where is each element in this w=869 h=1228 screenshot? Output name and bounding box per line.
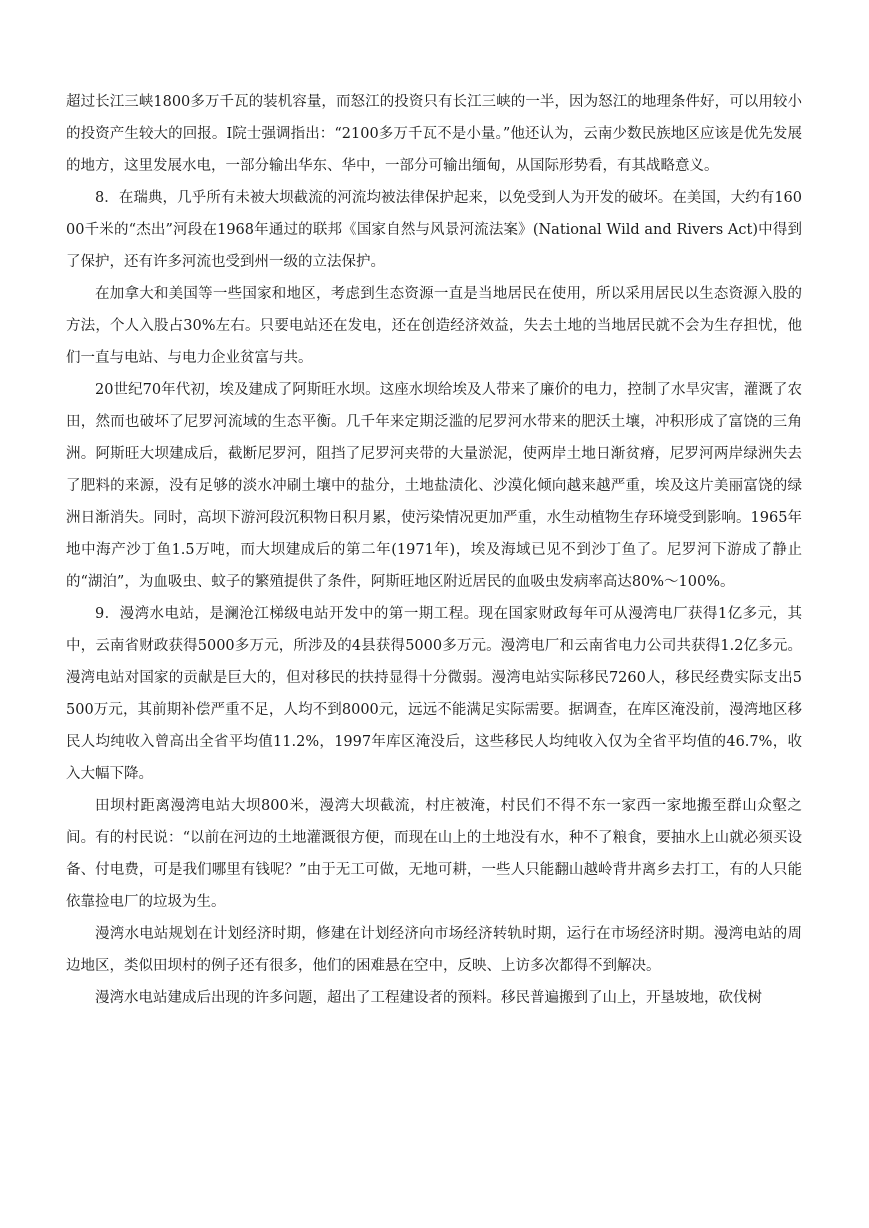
document-body xyxy=(66,86,802,1014)
paragraph-aswan-dam: 20世纪70年代初，埃及建成了阿斯旺水坝。这座水坝给埃及人带来了廉价的电力，控制了水旱灾害，灌溉了农田，然而也破坏了尼罗河流域的生态平衡。几千年来定期泛滥的尼罗河水带来的肥沃土壤，冲积形成了富饶的三角洲。阿斯旺大坝建成后，截断尼罗河，阻挡了尼罗河夹带的大量淤泥，使两岸土地日渐贫瘠，尼罗河两岸绿洲失去了肥料的来源，没有足够的淡水冲刷土壤中的盐分，土地盐渍化、沙漠化倾向越来越严重，埃及这片美丽富饶的绿洲日渐消失。同时，高坝下游河段沉积物日积月累，使污染情况更加严重，水生动植物生存环境受到影响。1965年地中海产沙丁鱼1.5万吨，而大坝建成后的第二年(1971年)，埃及海域已见不到沙丁鱼了。尼罗河下游成了静止的“湖泊”，为血吸虫、蚊子的繁殖提供了条件，阿斯旺地区附近居民的血吸虫发病率高达80%～100%。 xyxy=(66,382,802,590)
paragraph-manwan-problems: 漫湾水电站建成后出现的许多问题，超出了工程建设者的预料。移民普遍搬到了山上，开垦坡地，砍伐树 xyxy=(95,990,762,1006)
paragraph-canada-usa: 在加拿大和美国等一些国家和地区，考虑到生态资源一直是当地居民在使用，所以采用居民以生态资源入股的方法，个人入股占30%左右。只要电站还在发电，还在创造经济效益，失去土地的当地居民就不会为生存担忧，他们一直与电站、与电力企业贫富与共。 xyxy=(66,286,802,366)
paragraph-continuation: 超过长江三峡1800多万千瓦的装机容量，而怒江的投资只有长江三峡的一半，因为怒江的地理条件好，可以用较小的投资产生较大的回报。I院士强调指出：“2100多万千瓦不是小量。”他还认为，云南少数民族地区应该是优先发展的地方，这里发展水电，一部分输出华东、华中，一部分可输出缅甸，从国际形势看，有其战略意义。 xyxy=(66,94,802,174)
paragraph-tianba-village: 田坝村距离漫湾电站大坝800米，漫湾大坝截流，村庄被淹，村民们不得不东一家西一家地搬至群山众壑之间。有的村民说：“以前在河边的土地灌溉很方便，而现在山上的土地没有水，种不了粮食，要抽水上山就必须买设备、付电费，可是我们哪里有钱呢？”由于无工可做，无地可耕，一些人只能翻山越岭背井离乡去打工，有的人只能依靠捡电厂的垃圾为生。 xyxy=(66,798,803,910)
paragraph-manwan-planning: 漫湾水电站规划在计划经济时期，修建在计划经济向市场经济转轨时期，运行在市场经济时期。漫湾电站的周边地区，类似田坝村的例子还有很多，他们的困难悬在空中，反映、上访多次都得不到解决。 xyxy=(66,926,802,974)
paragraph-item-8: 8．在瑞典，几乎所有未被大坝截流的河流均被法律保护起来，以免受到人为开发的破坏。在美国，大约有16000千米的“杰出”河段在1968年通过的联邦《国家自然与风景河流法案》(National Wild and Rivers Act)中得到了保护，还有许多河流也受到州一级的立法保护。 xyxy=(66,190,802,270)
paragraph-item-9: 9．漫湾水电站，是澜沧江梯级电站开发中的第一期工程。现在国家财政每年可从漫湾电厂获得1亿多元，其中，云南省财政获得5000多万元，所涉及的4县获得5000多万元。漫湾电厂和云南省电力公司共获得1.2亿多元。漫湾电站对国家的贡献是巨大的，但对移民的扶持显得十分微弱。漫湾电站实际移民7260人，移民经费实际支出5500万元，其前期补偿严重不足，人均不到8000元，远远不能满足实际需要。据调查，在库区淹没前，漫湾地区移民人均纯收入曾高出全省平均值11.2%，1997年库区淹没后，这些移民人均纯收入仅为全省平均值的46.7%，收入大幅下降。 xyxy=(66,606,802,782)
